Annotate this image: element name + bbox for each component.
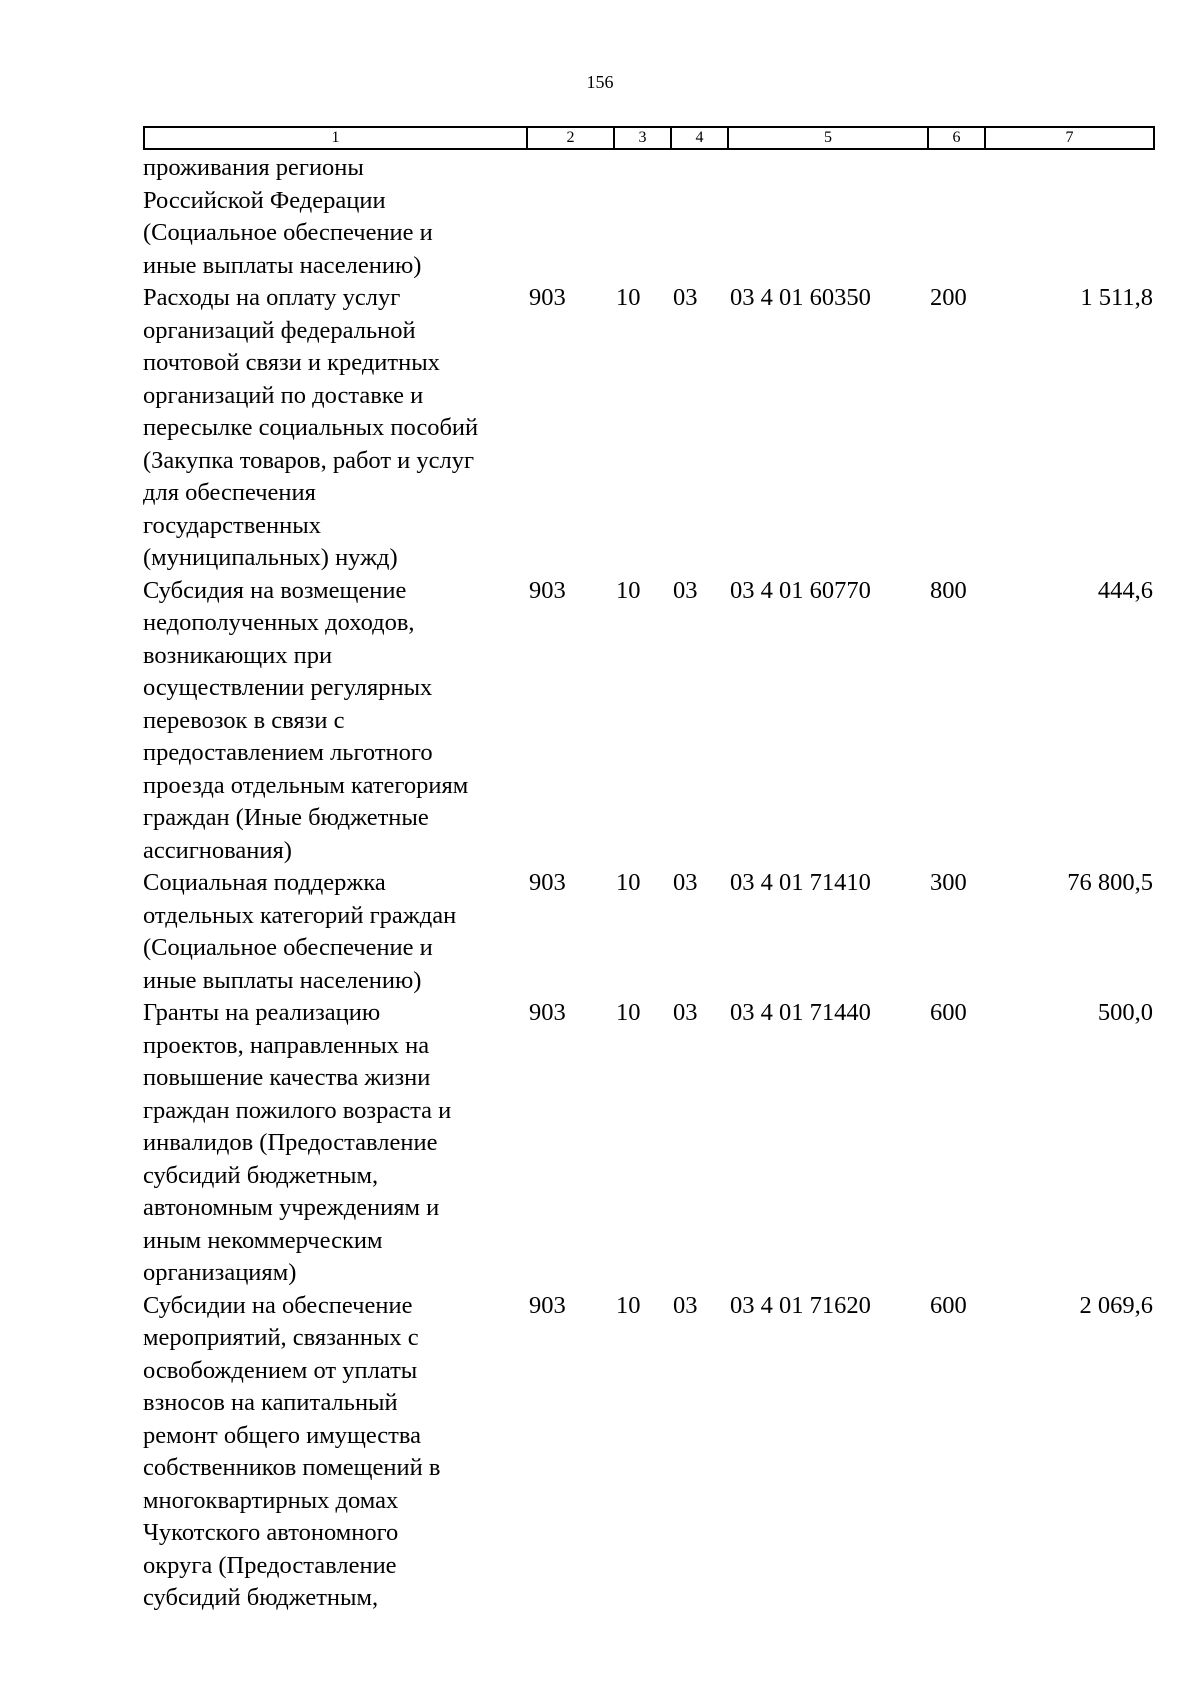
- expense-type-code: 800: [930, 576, 967, 604]
- description-line: граждан (Иные бюджетные: [143, 804, 429, 831]
- grbs-code: 903: [529, 999, 566, 1026]
- amount: 76 800,5: [1067, 869, 1153, 896]
- description-line: отдельных категорий граждан: [143, 901, 457, 929]
- table-row: [143, 997, 1153, 1290]
- description-line: проектов, направленных на: [143, 1031, 430, 1059]
- target-article-code: 03 4 01 71620: [730, 1291, 871, 1319]
- expense-type-code: 300: [930, 869, 967, 896]
- description-line: для обеспечения: [143, 479, 316, 506]
- header-col-7: 7: [985, 127, 1154, 149]
- grbs-code: 903: [529, 869, 566, 896]
- description-line: Чукотского автономного: [143, 1519, 399, 1546]
- section-code: 10: [616, 999, 641, 1026]
- budget-table-body: [143, 152, 1153, 1615]
- row-description: [143, 867, 533, 997]
- table-row: [143, 152, 1153, 282]
- header-col-4: 4: [671, 127, 728, 149]
- description-line: (Социальное обеспечение и: [143, 934, 433, 961]
- row-description: [143, 1290, 533, 1615]
- section-code: 10: [616, 576, 641, 604]
- subsection-code: 03: [673, 1291, 698, 1319]
- target-article-code: 03 4 01 71440: [730, 999, 871, 1026]
- expense-type-code: 600: [930, 1291, 967, 1319]
- description-line: Расходы на оплату услуг: [143, 284, 401, 311]
- description-line: ассигнования): [143, 836, 292, 864]
- grbs-code: 903: [529, 284, 566, 311]
- description-line: ремонт общего имущества: [143, 1421, 422, 1449]
- description-line: организациям): [143, 1259, 297, 1286]
- subsection-code: 03: [673, 284, 698, 311]
- section-code: 10: [616, 284, 641, 311]
- description-line: граждан пожилого возраста и: [143, 1096, 452, 1124]
- description-line: Субсидии на обеспечение: [143, 1291, 413, 1319]
- row-description: [143, 575, 533, 868]
- target-article-code: 03 4 01 60350: [730, 284, 871, 311]
- description-line: проживания регионы: [143, 154, 364, 181]
- header-col-6: 6: [928, 127, 985, 149]
- description-line: инвалидов (Предоставление: [143, 1129, 438, 1156]
- header-col-5: 5: [728, 127, 928, 149]
- header-row: [144, 127, 1154, 149]
- description-line: иным некоммерческим: [143, 1226, 383, 1254]
- description-line: Российской Федерации: [143, 186, 386, 214]
- description-line: недополученных доходов,: [143, 609, 415, 636]
- description-line: субсидий бюджетным,: [143, 1584, 379, 1611]
- description-line: мероприятий, связанных с: [143, 1324, 419, 1351]
- row-description: [143, 997, 533, 1290]
- description-line: собственников помещений в: [143, 1454, 441, 1481]
- description-line: освобождением от уплаты: [143, 1356, 418, 1384]
- header-col-3: 3: [614, 127, 671, 149]
- description-line: взносов на капитальный: [143, 1389, 398, 1416]
- description-line: перевозок в связи с: [143, 706, 345, 734]
- table-row: [143, 1290, 1153, 1615]
- description-line: иные выплаты населению): [143, 251, 422, 279]
- target-article-code: 03 4 01 71410: [730, 869, 871, 896]
- description-line: предоставлением льготного: [143, 739, 433, 766]
- subsection-code: 03: [673, 576, 698, 604]
- section-code: 10: [616, 869, 641, 896]
- subsection-code: 03: [673, 999, 698, 1026]
- description-line: почтовой связи и кредитных: [143, 349, 440, 376]
- description-line: государственных: [143, 511, 321, 539]
- grbs-code: 903: [529, 1291, 566, 1319]
- description-line: Гранты на реализацию: [143, 999, 381, 1026]
- table-row: [143, 575, 1153, 868]
- target-article-code: 03 4 01 60770: [730, 576, 871, 604]
- table-row: [143, 282, 1153, 575]
- section-code: 10: [616, 1291, 641, 1319]
- description-line: Социальная поддержка: [143, 869, 386, 896]
- description-line: пересылке социальных пособий: [143, 414, 479, 441]
- description-line: (Социальное обеспечение и: [143, 219, 433, 246]
- description-line: организаций по доставке и: [143, 381, 424, 409]
- subsection-code: 03: [673, 869, 698, 896]
- header-col-2: 2: [527, 127, 614, 149]
- column-number-header: [143, 126, 1155, 150]
- page-number: 156: [586, 72, 614, 92]
- expense-type-code: 200: [930, 284, 967, 311]
- expense-type-code: 600: [930, 999, 967, 1026]
- description-line: Субсидия на возмещение: [143, 576, 407, 604]
- amount: 2 069,6: [1079, 1291, 1153, 1319]
- row-description: [143, 152, 533, 282]
- header-col-1: 1: [144, 127, 527, 149]
- description-line: возникающих при: [143, 641, 333, 669]
- description-line: многоквартирных домах: [143, 1486, 399, 1514]
- table-row: [143, 867, 1153, 997]
- description-line: повышение качества жизни: [143, 1064, 431, 1091]
- row-description: [143, 282, 533, 575]
- description-line: проезда отдельным категориям: [143, 771, 469, 799]
- amount: 444,6: [1097, 576, 1153, 604]
- grbs-code: 903: [529, 576, 566, 604]
- amount: 500,0: [1097, 999, 1153, 1026]
- description-line: субсидий бюджетным,: [143, 1161, 379, 1189]
- amount: 1 511,8: [1080, 284, 1153, 311]
- description-line: (Закупка товаров, работ и услуг: [143, 446, 475, 474]
- description-line: осуществлении регулярных: [143, 674, 433, 701]
- description-line: (муниципальных) нужд): [143, 544, 398, 571]
- description-line: автономным учреждениям и: [143, 1194, 440, 1221]
- description-line: иные выплаты населению): [143, 966, 422, 994]
- description-line: организаций федеральной: [143, 316, 416, 344]
- description-line: округа (Предоставление: [143, 1551, 397, 1579]
